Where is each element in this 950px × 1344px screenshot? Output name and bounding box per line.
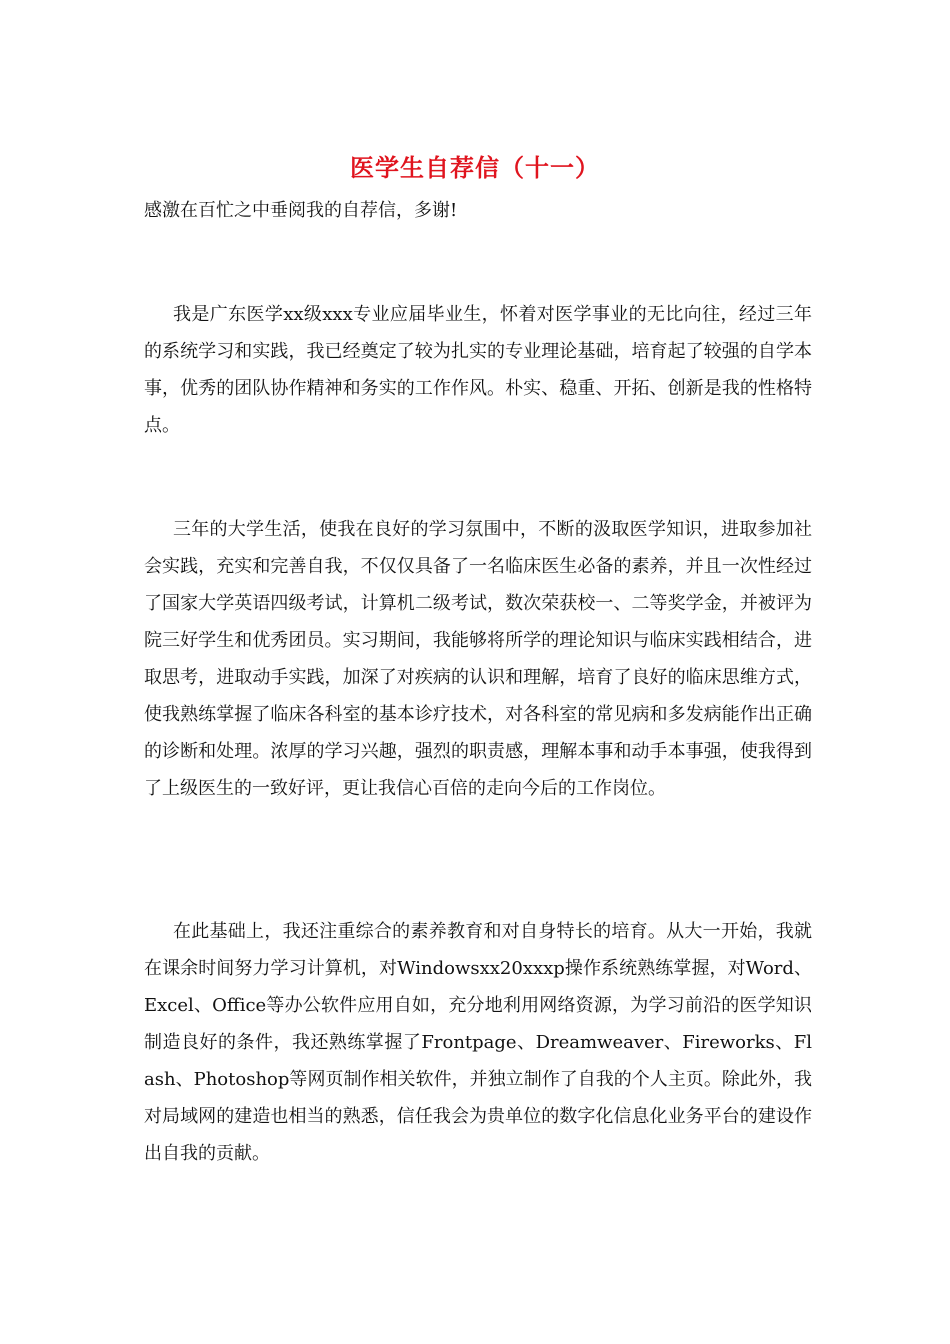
paragraph-computer-skills: 在此基础上，我还注重综合的素养教育和对自身特长的培育。从大一开始，我就在课余时间努力学习计算机，对Windowsxx20xxxp操作系统熟练掌握，对Word、Excel、Office等办公软件应用自如，充分地利用网络资源，为学习前沿的医学知识制造良好的条件，我还熟练掌握了Frontpage、Dreamweaver、Fireworks、Flash、Photoshop等网页制作相关软件，并独立制作了自我的个人主页。除此外，我对局域网的建造也相当的熟悉，信任我会为贵单位的数字化信息化业务平台的建设作出自我的贡献。 [144, 921, 812, 1164]
paragraph-university-life: 三年的大学生活，使我在良好的学习氛围中，不断的汲取医学知识，进取参加社会实践，充实和完善自我，不仅仅具备了一名临床医生必备的素养，并且一次性经过了国家大学英语四级考试，计算机二级考试，数次荣获校一、二等奖学金，并被评为院三好学生和优秀团员。实习期间，我能够将所学的理论知识与临床实践相结合，进取思考，进取动手实践，加深了对疾病的认识和理解，培育了良好的临床思维方式，使我熟练掌握了临床各科室的基本诊疗技术，对各科室的常见病和多发病能作出正确的诊断和处理。浓厚的学习兴趣，强烈的职责感，理解本事和动手本事强，使我得到了上级医生的一致好评，更让我信心百倍的走向今后的工作岗位。 [144, 519, 812, 799]
document-title: 医学生自荐信（十一） [350, 153, 600, 182]
paragraph-introduction: 我是广东医学xx级xxx专业应届毕业生，怀着对医学事业的无比向往，经过三年的系统学习和实践，我已经奠定了较为扎实的专业理论基础，培育起了较强的自学本事，优秀的团队协作精神和务实的工作作风。朴实、稳重、开拓、创新是我的性格特点。 [144, 304, 812, 436]
greeting-line: 感激在百忙之中垂阅我的自荐信，多谢! [144, 200, 458, 221]
